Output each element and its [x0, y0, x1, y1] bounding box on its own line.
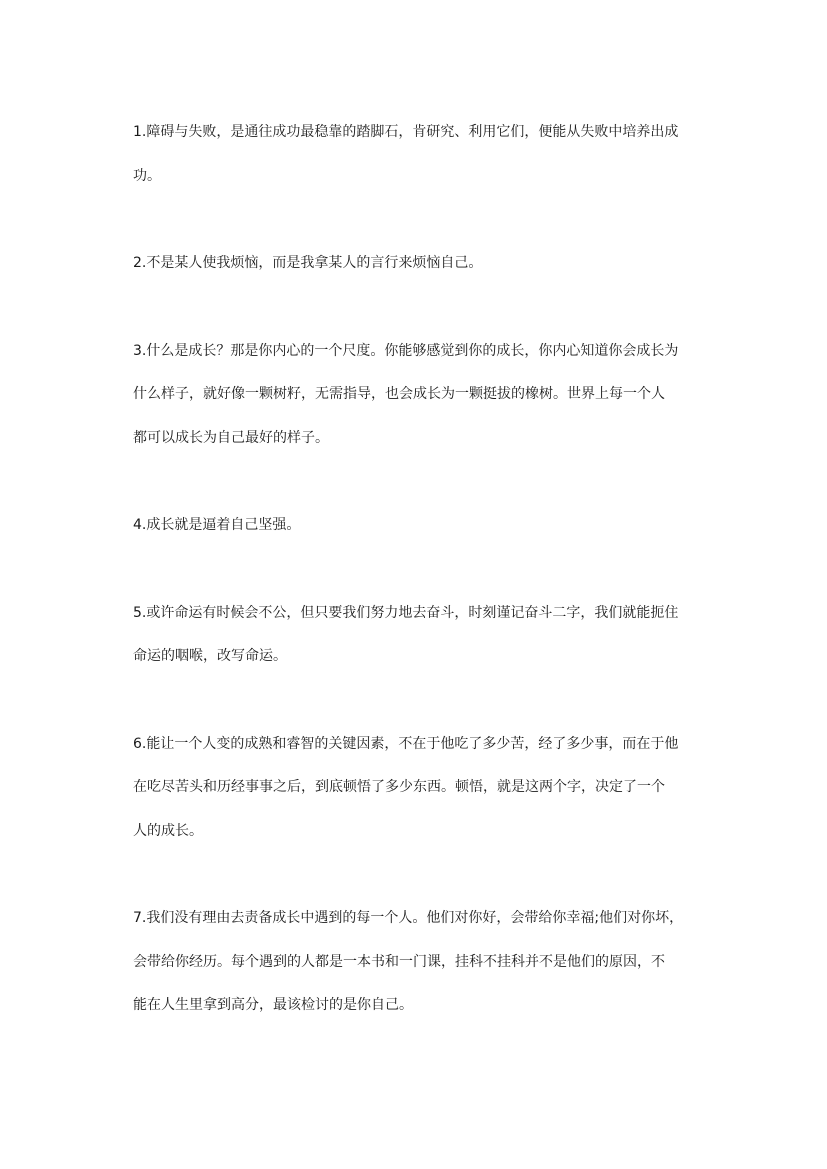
paragraph-line: 命运的咽喉，改写命运。	[133, 648, 287, 664]
paragraph-1	[133, 111, 698, 198]
paragraph-line: 1.障碍与失败，是通往成功最稳靠的踏脚石，肯研究、利用它们，便能从失败中培养出成	[133, 124, 679, 140]
paragraph-line: 3.什么是成长？那是你内心的一个尺度。你能够感觉到你的成长，你内心知道你会成长为	[133, 342, 679, 359]
paragraph-line: 7.我们没有理由去责备成长中遇到的每一个人。他们对你好，会带给你幸福;他们对你坏，	[133, 910, 684, 926]
paragraph-line: 在吃尽苦头和历经事事之后，到底顿悟了多少东西。顿悟，就是这两个字，决定了一个	[133, 779, 665, 795]
paragraph-line: 人的成长。	[133, 822, 203, 839]
paragraph-line: 6.能让一个人变的成熟和睿智的关键因素，不在于他吃了多少苦，经了多少事，而在于他	[133, 735, 679, 752]
paragraph-6	[133, 723, 698, 854]
paragraph-3	[133, 330, 698, 461]
paragraph-line: 都可以成长为自己最好的样子。	[133, 429, 329, 446]
paragraph-line: 什么样子，就好像一颗树籽，无需指导，也会成长为一颗挺拔的橡树。世界上每一个人	[133, 386, 665, 402]
paragraph-4	[133, 504, 698, 548]
document-body	[133, 111, 698, 1072]
paragraph-2	[133, 242, 698, 286]
paragraph-line: 功。	[133, 167, 161, 184]
paragraph-7	[133, 897, 698, 1028]
paragraph-line: 5.或许命运有时候会不公，但只要我们努力地去奋斗，时刻谨记奋斗二字，我们就能扼住	[133, 604, 679, 621]
paragraph-5	[133, 592, 698, 679]
paragraph-line: 4.成长就是逼着自己坚强。	[133, 517, 301, 533]
paragraph-line: 2.不是某人使我烦恼，而是我拿某人的言行来烦恼自己。	[133, 255, 483, 271]
paragraph-line: 能在人生里拿到高分，最该检讨的是你自己。	[133, 997, 413, 1013]
paragraph-line: 会带给你经历。每个遇到的人都是一本书和一门课，挂科不挂科并不是他们的原因，不	[133, 953, 665, 970]
